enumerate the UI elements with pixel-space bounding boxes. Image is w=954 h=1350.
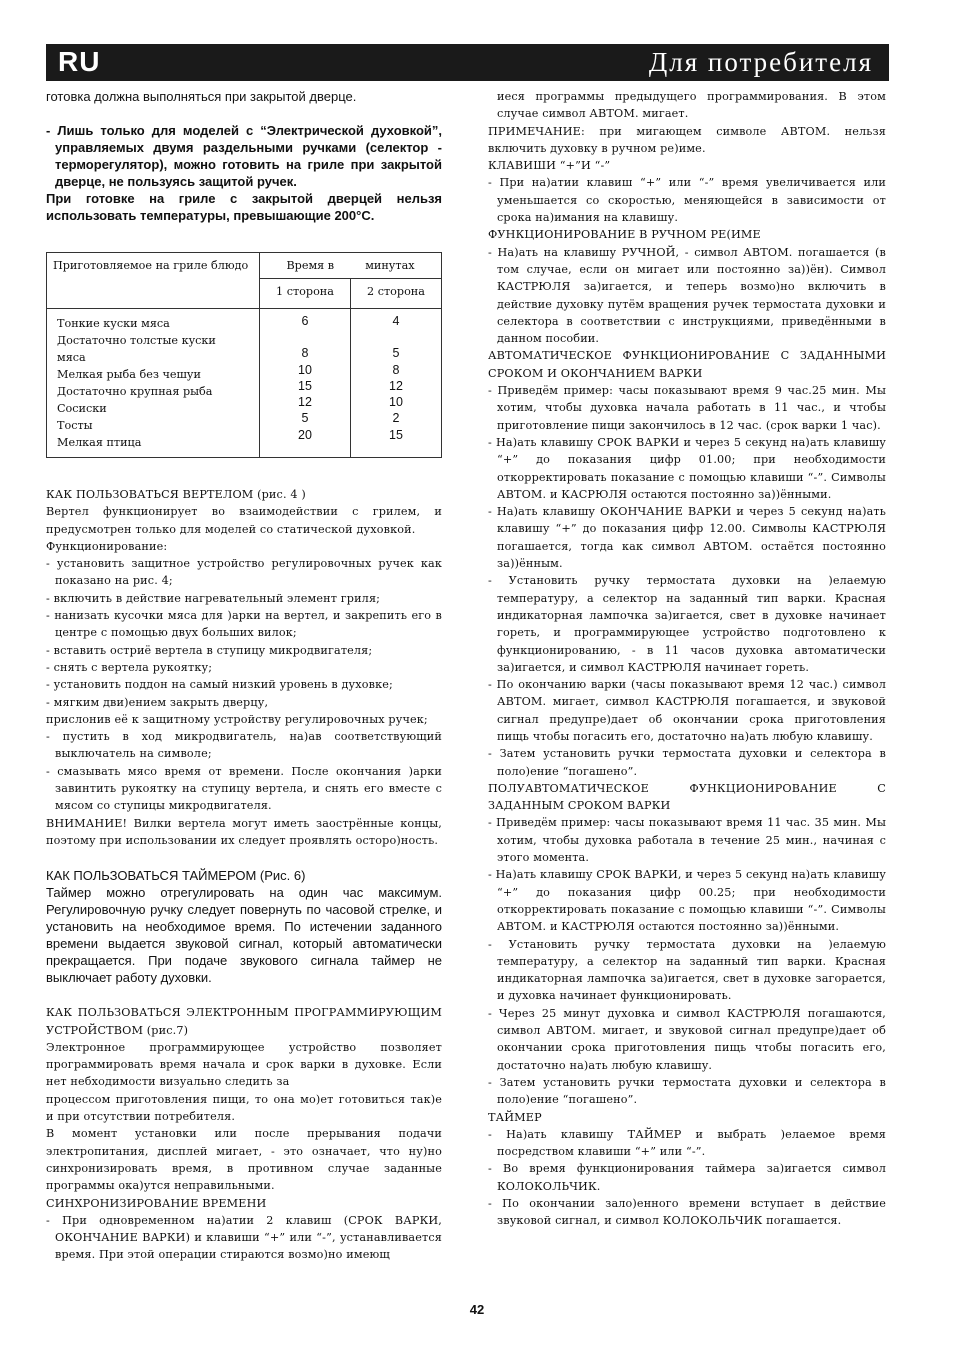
side2-value: 2 [392, 411, 400, 426]
dish-item: Тосты [57, 419, 93, 432]
list-item: - По окончанию варки (часы показывают время 12 час.) символ АВТОМ. мигает, символ КАСТРЮЛЯ погашается, и звуковой сигнал предупре)дает об окончании срока приготовления пищь чтобы погасить его, достаточно на)ать любую клавишу. [488, 678, 886, 743]
section-heading: АВТОМАТИЧЕСКОЕ ФУНКЦИОНИРОВАНИЕ С ЗАДАННЫМИ СРОКОМ И ОКОНЧАНИЕМ ВАРКИ [488, 349, 886, 380]
side2-value: 4 [392, 314, 400, 328]
spit-section [46, 486, 442, 849]
side1-value: 12 [298, 395, 312, 410]
list-item: - На)ать клавишу СРОК ВАРКИ, и через 5 секунд на)ать клавишу “+” до показания цифр 00.25; при необходимости откорректировать показание с помощью клавиши “-”. Символы АВТОМ. и КАСТРЮЛЯ остаются постоянно за))ёнными. [488, 868, 886, 934]
grill-times-table [46, 252, 442, 458]
page-title: Для потребителя [648, 47, 873, 77]
side1-value [260, 329, 350, 345]
side1-values [260, 309, 351, 458]
section-heading: КЛАВИШИ “+”И “-” [488, 159, 611, 173]
dish-item: мяса [57, 351, 86, 364]
dish-item: Мелкая птица [57, 436, 142, 449]
page-header [46, 44, 889, 81]
list-item: - пустить в ход микродвигатель, на)ав соответствующий выключатель на символе; [46, 730, 442, 761]
list-item: - Через 25 минут духовка и символ КАСТРЮЛЯ погашаются, символ АВТОМ. мигает, и звуковой сигнал предупре)дает об окончании срока приготовления пищь чтобы погасить его, достаточно на)ать любую клавишу. [488, 1006, 886, 1072]
list-item: - Во время функционирования таймера за)игается символ КОЛОКОЛЬЧИК. [488, 1162, 886, 1193]
side2-value: 15 [389, 427, 403, 442]
list-item: - Установить ручку термостата духовки на )елаемую температуру, а селектор на заданный тип варки. Красная индикаторная лампочка за)игается, свет в духовке загорается, и духовка начинает функционировать. [488, 937, 886, 1003]
list-item: - вставить остриё вертела в ступицу микродвигателя; [46, 643, 373, 657]
paragraph: Вертел функционирует во взаимодействии с грилем, и предусмотрен только для моделей со статической духовкой. [46, 505, 442, 536]
paragraph: В момент установки или после прерывания подачи электропитания, дисплей мигает, - это означает, что ну)но синхронизировать время, в противном случае заданные программы ока)утся неправильными. [46, 1127, 442, 1193]
table-header-time [260, 253, 442, 279]
side1-value: 20 [298, 427, 312, 442]
side2-value [351, 329, 441, 345]
paragraph: Таймер можно отрегулировать на один час максимум. Регулировочную ручку следует повернуть по часовой стрелке, и установить на необходимое время. По истечении заданного времени выдается звуковой сигнал, который автоматически прекращается. При подаче звукового сигнала таймер не выключает работу духовки. [46, 885, 442, 986]
list-item: - снять с вертела рукоятку; [46, 660, 213, 674]
list-item: - Затем установить ручки термостата духовки и селектора в поло)ение “погашено”. [488, 1075, 886, 1107]
list-item: - Установить ручку термостата духовки на )елаемую температуру, а селектор на заданный тип варки. Красная индикаторная лампочка за)игается, свет в духовке начинает гореть, и программирующее устройство подготовлено к функционированию, - в 11 часов духовка автоматически за)игается, и символ КАСТРЮЛЯ начинает гореть. [488, 574, 886, 674]
section-heading: ПОЛУАВТОМАТИЧЕСКОЕ ФУНКЦИОНИРОВАНИЕ С ЗАДАННЫМ СРОКОМ ВАРКИ [488, 781, 886, 813]
list-item: - Приведём пример: часы показывают время 11 час. 35 мин. Мы хотим, чтобы духовка работала в течение 25 мин., начиная с этого момента. [488, 816, 886, 865]
list-item: - На)ать клавишу ОКОНЧАНИЕ ВАРКИ и через 5 секунд на)ать клавишу “+” до показания цифр 12.00. Символы КАСТРЮЛЯ погашается, тогда как символ АВТОМ. остаётся постоянно за))ённым. [488, 505, 886, 571]
paragraph: процессом приготовления пищи, то она мо)ет готовиться так)е и при отсутствии потребителя. [46, 1092, 442, 1124]
table-header-minutes-label: минутах [365, 259, 415, 272]
section-heading: ФУНКЦИОНИРОВАНИЕ В РУЧНОМ РЕ(ИМЕ [488, 228, 761, 242]
side2-values [351, 309, 442, 458]
list-item: - При на)атии клавиш “+” или “-” время увеличивается или уменьшается со скоростью, меняющейся в зависимости от срока на)имания на клавишу. [488, 176, 886, 225]
dish-item: Мелкая рыба без чешуи [57, 368, 201, 381]
timer-section [46, 867, 442, 986]
dish-item: Достаточно толстые куски [57, 334, 216, 347]
dish-item: Сосиски [57, 402, 107, 415]
paragraph: Электронное программирующее устройство позволяет программировать время начала и срок варки в духовке. Если нет небходимости визуально следить за [46, 1040, 442, 1089]
list-item: - включить в действие нагревательный элемент гриля; [46, 591, 381, 605]
side2-value: 12 [389, 378, 403, 393]
side1-value: 15 [298, 378, 312, 393]
dish-item: Достаточно крупная рыба [57, 385, 213, 398]
section-heading: СИНХРОНИЗИРОВАНИЕ ВРЕМЕНИ [46, 1196, 267, 1210]
programmer-section [46, 1004, 442, 1263]
intro-paragraph: готовка должна выполняться при закрытой дверце. [46, 89, 357, 104]
paragraph: Функционирование: [46, 539, 168, 553]
list-item: - смазывать мясо время от времени. После окончания )арки завинтить рукоятку на ступицу вертела, и снять его вместе с мясом со ступицы микродвигателя. [46, 764, 442, 813]
section-heading: КАК ПОЛЬЗОВАТЬСЯ ВЕРТЕЛОМ (рис. 4 ) [46, 488, 306, 501]
list-item: - По окончании зало)енного времени вступает в действие звуковой сигнал, и символ КОЛОКОЛЬЧИК погашается. [488, 1197, 886, 1228]
paragraph: иеся программы предыдущего программирования. В этом случае символ АВТОМ. мигает. [497, 90, 886, 121]
paragraph: прислонив её к защитному устройству регулировочных ручек; [46, 712, 428, 726]
table-header-side2: 2 сторона [351, 279, 442, 309]
table-header-side1: 1 сторона [260, 279, 351, 309]
side1-value: 8 [301, 346, 309, 361]
list-item: - На)ать клавишу ТАЙМЕР и выбрать )елаемое время посредством клавиши “+” или “-”. [488, 1127, 886, 1159]
side1-value: 10 [298, 362, 312, 377]
page-number: 42 [469, 1302, 485, 1317]
table-header-dish: Приготовляемое на гриле блюдо [47, 253, 260, 309]
list-item: - нанизать кусочки мяса для )арки на вертел, и закрепить его в центре с помощью двух больших вилок; [46, 609, 442, 640]
electric-oven-note: - Лишь только для моделей с “Электрической духовкой”, управляемых двумя раздельными ручками (селектор - терморегулятор), можно готовить на гриле при закрытой дверце, не пользуясь защитой ручек. [46, 123, 442, 189]
list-item: - Затем установить ручки термостата духовки и селектора в поло)ение “погашено”. [488, 747, 886, 778]
list-item: - На)ать клавишу СРОК ВАРКИ и через 5 секунд на)ать клавишу “+” до показания цифр 01.00; при необходимости откорректировать показание с помощью клавиши “-”. Символы АВТОМ. и КАСРЮЛЯ остаются постоянно за))ёнными. [488, 435, 886, 501]
temperature-warning: При готовке на гриле с закрытой дверцей нельзя использовать температуры, превышающие 200°C. [46, 191, 442, 223]
list-item: - мягким дви)ением закрыть дверцу, [46, 695, 269, 709]
list-item: - На)ать на клавишу РУЧНОЙ, - символ АВТОМ. погашается (в том случае, если он мигает или постоянно за))ён). Символ КАСТРЮЛЯ за)игается, и теперь возмо)но включить в действие духовку путём вращения ручек термостата духовки и селектора в соответствии с инструкциями, приведёнными в данном пособии. [488, 245, 886, 346]
list-item: - Приведём пример: часы показывают время 9 час.25 мин. Мы хотим, чтобы духовка начала работать в 11 час., и чтобы приготовление пищи закончилось в 12 час. (срок варки 1 час). [488, 384, 886, 432]
side2-value: 10 [389, 395, 403, 410]
dish-list [47, 309, 260, 458]
right-column [488, 88, 886, 1230]
dish-item: Тонкие куски мяса [57, 317, 170, 330]
side2-value: 8 [392, 362, 400, 377]
section-heading: КАК ПОЛЬЗОВАТЬСЯ ЭЛЕКТРОННЫМ ПРОГРАММИРУЮЩИМ УСТРОЙСТВОМ (рис.7) [46, 1006, 442, 1037]
list-item: - установить защитное устройство регулировочных ручек как показано на рис. 4; [46, 557, 442, 588]
side2-value: 5 [392, 346, 400, 361]
list-item: - установить поддон на самый низкий уровень в духовке; [46, 678, 393, 692]
left-column [46, 88, 442, 1264]
section-heading: ТАЙМЕР [488, 1110, 542, 1124]
warning-paragraph: ВНИМАНИЕ! Вилки вертела могут иметь заострённые концы, поэтому при использовании их следует проявлять осторо)ность. [46, 816, 442, 847]
side1-value: 6 [301, 314, 309, 328]
list-item: - При одновременном на)атии 2 клавиш (СРОК ВАРКИ, ОКОНЧАНИЕ ВАРКИ) и клавиши “+” или “-”, устанавливается время. При этой операции стираются возмо)но имеющ [46, 1213, 442, 1262]
side1-value: 5 [301, 411, 309, 426]
table-header-time-label: Время в [286, 259, 335, 272]
note-paragraph: ПРИМЕЧАНИЕ: при мигающем символе АВТОМ. нельзя включить духовку в ручном ре)име. [488, 124, 886, 155]
section-heading: КАК ПОЛЬЗОВАТЬСЯ ТАЙМЕРОМ (Рис. 6) [46, 868, 306, 884]
language-code: RU [58, 46, 101, 77]
